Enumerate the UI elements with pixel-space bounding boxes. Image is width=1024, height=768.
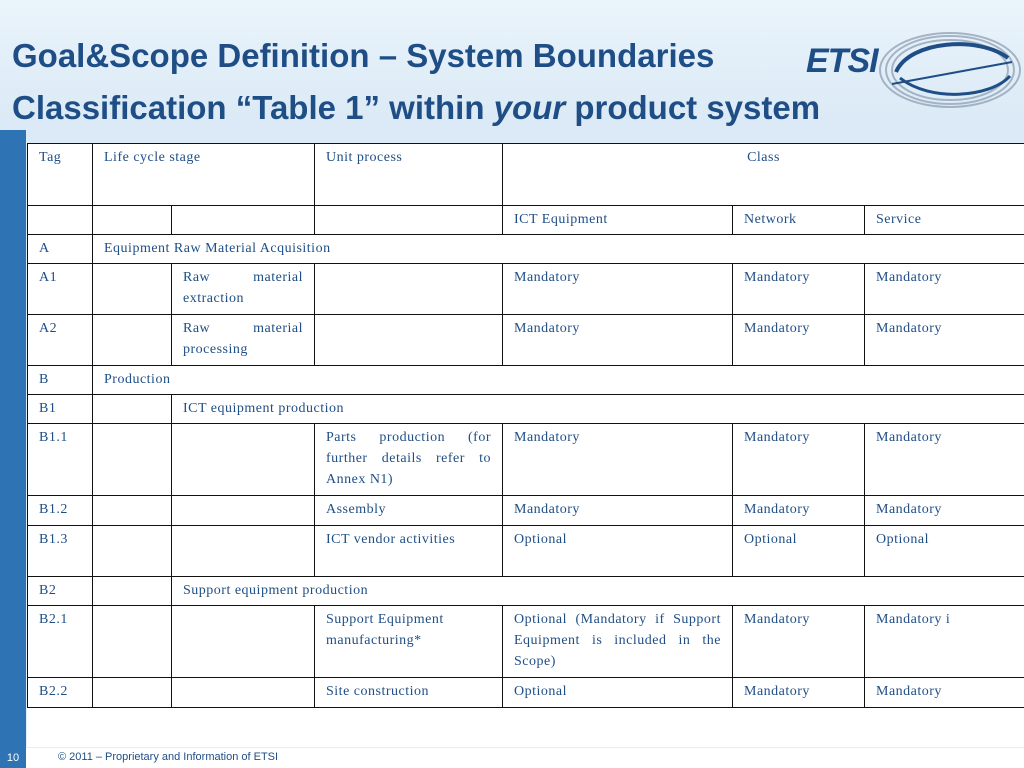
- row-network-class: Mandatory: [733, 606, 865, 678]
- row-tag: B1: [28, 395, 93, 424]
- row-ict-class: Optional: [503, 526, 733, 577]
- table-header-row: [28, 144, 1024, 206]
- copyright-text: © 2011 – Proprietary and Information of ETSI: [58, 751, 279, 763]
- etsi-logo-text: ETSI: [806, 42, 878, 80]
- row-network-class: Mandatory: [733, 315, 865, 366]
- classification-table-container: [27, 143, 1024, 747]
- etsi-logo: [800, 32, 1024, 112]
- row-tag: B: [28, 366, 93, 395]
- row-tag: B1.2: [28, 496, 93, 526]
- row-tag: B2: [28, 577, 93, 606]
- subsection-title: ICT equipment production: [172, 395, 1024, 424]
- table-row: [28, 424, 1024, 496]
- table-row: [28, 577, 1024, 606]
- row-stage: Raw material extraction: [172, 264, 315, 315]
- row-network-class: Optional: [733, 526, 865, 577]
- row-ict-class: Mandatory: [503, 315, 733, 366]
- title-line-2-emphasis: your: [493, 89, 566, 126]
- title-line-2-end: product system: [565, 89, 821, 126]
- slide-title: [12, 30, 912, 134]
- row-ict-class: Mandatory: [503, 424, 733, 496]
- table-row: [28, 366, 1024, 395]
- row-unit-process: Site construction: [315, 678, 503, 708]
- subheader-network: Network: [733, 206, 865, 235]
- row-service-class: Mandatory: [865, 315, 1024, 366]
- row-tag: A1: [28, 264, 93, 315]
- table-row: [28, 496, 1024, 526]
- table-row: [28, 678, 1024, 708]
- row-unit-process: Support Equipment manufacturing*: [315, 606, 503, 678]
- row-service-class: Mandatory: [865, 264, 1024, 315]
- row-tag: B1.1: [28, 424, 93, 496]
- page-number: 10: [0, 748, 26, 768]
- classification-table: [27, 143, 1024, 708]
- header-class: Class: [503, 144, 1024, 206]
- row-ict-class: Optional (Mandatory if Support Equipment is included in the Scope): [503, 606, 733, 678]
- row-service-class: Mandatory: [865, 496, 1024, 526]
- row-unit-process: ICT vendor activities: [315, 526, 503, 577]
- subheader-ict-equipment: ICT Equipment: [503, 206, 733, 235]
- row-tag: B2.1: [28, 606, 93, 678]
- table-row: [28, 395, 1024, 424]
- header-life-cycle-stage: Life cycle stage: [93, 144, 315, 206]
- section-title: Equipment Raw Material Acquisition: [93, 235, 1024, 264]
- header-unit-process: Unit process: [315, 144, 503, 206]
- title-line-2-start: Classification “Table 1” within: [12, 89, 494, 126]
- row-tag: A2: [28, 315, 93, 366]
- row-unit-process: Assembly: [315, 496, 503, 526]
- subheader-service: Service: [865, 206, 1024, 235]
- subsection-title: Support equipment production: [172, 577, 1024, 606]
- table-row: [28, 315, 1024, 366]
- table-row: [28, 526, 1024, 577]
- title-line-2: [12, 82, 912, 134]
- table-row: [28, 606, 1024, 678]
- row-unit-process: Parts production (for further details refer to Annex N1): [315, 424, 503, 496]
- row-service-class: Mandatory: [865, 424, 1024, 496]
- table-row: [28, 264, 1024, 315]
- left-accent-bar: [0, 130, 26, 748]
- row-service-class: Mandatory: [865, 678, 1024, 708]
- row-network-class: Mandatory: [733, 264, 865, 315]
- section-title: Production: [93, 366, 1024, 395]
- row-tag: A: [28, 235, 93, 264]
- row-ict-class: Mandatory: [503, 264, 733, 315]
- row-network-class: Mandatory: [733, 424, 865, 496]
- row-tag: B1.3: [28, 526, 93, 577]
- table-row: [28, 235, 1024, 264]
- row-stage: Raw material processing: [172, 315, 315, 366]
- row-service-class: Mandatory i: [865, 606, 1024, 678]
- row-network-class: Mandatory: [733, 678, 865, 708]
- slide-footer: [0, 748, 1024, 768]
- title-line-1: Goal&Scope Definition – System Boundaries: [12, 37, 715, 74]
- row-network-class: Mandatory: [733, 496, 865, 526]
- row-ict-class: Mandatory: [503, 496, 733, 526]
- row-tag: B2.2: [28, 678, 93, 708]
- header-tag: Tag: [28, 144, 93, 206]
- row-service-class: Optional: [865, 526, 1024, 577]
- table-subheader-row: [28, 206, 1024, 235]
- row-ict-class: Optional: [503, 678, 733, 708]
